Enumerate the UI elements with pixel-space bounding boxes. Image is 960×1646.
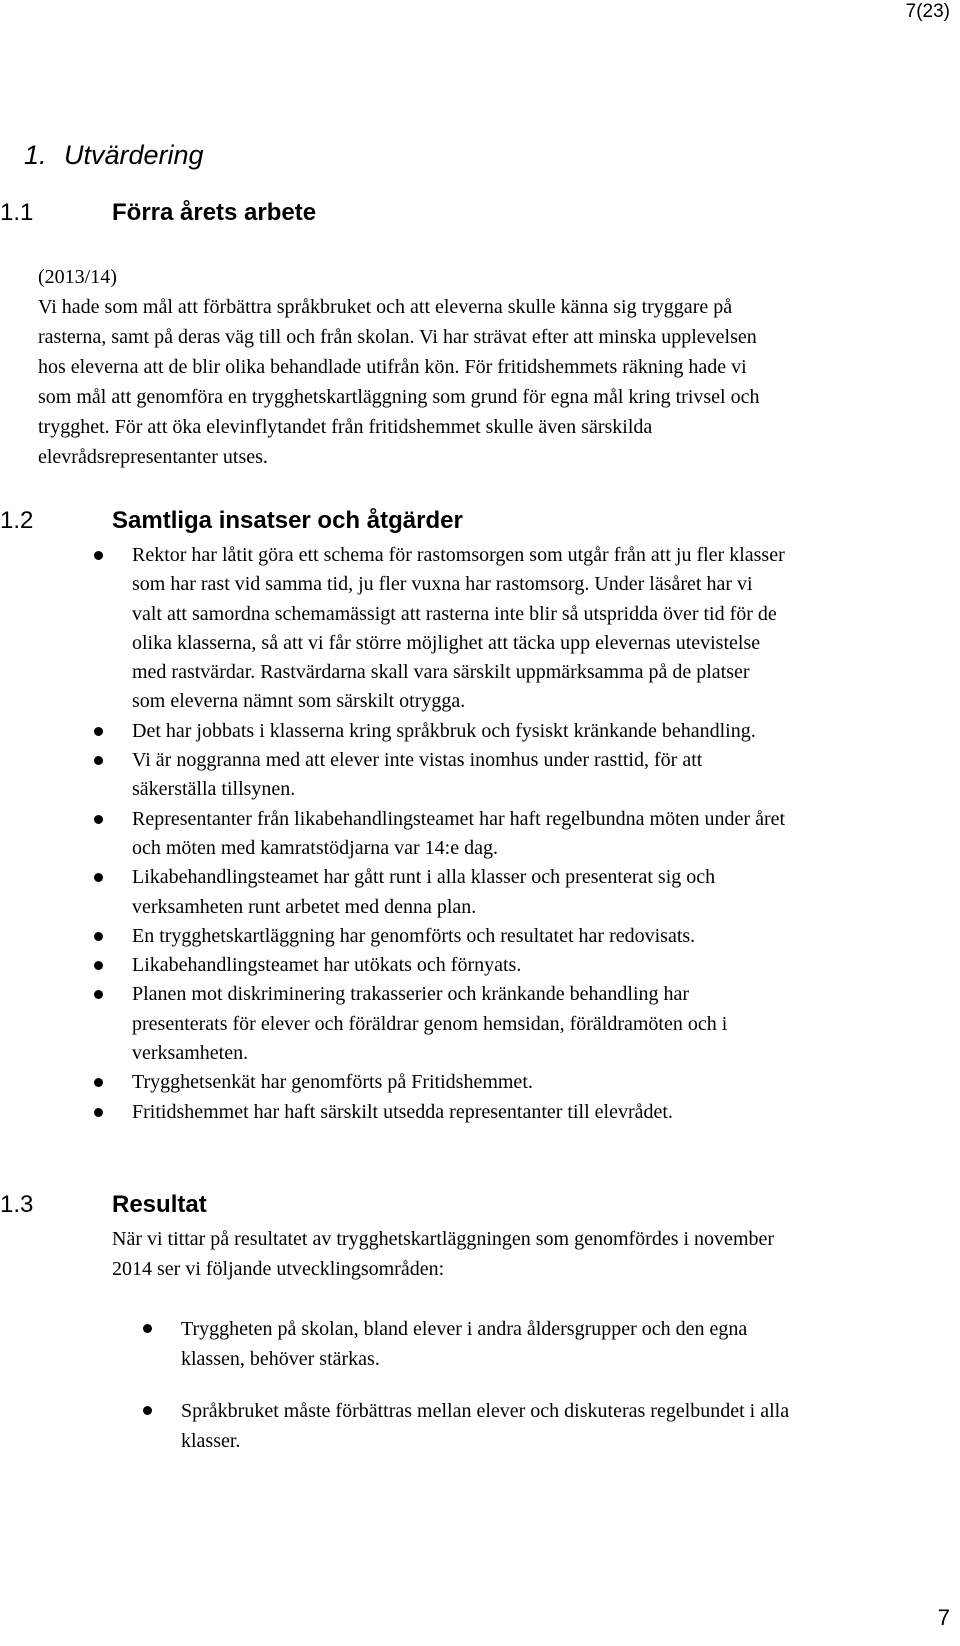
section-title: Resultat [112,1191,207,1218]
text-line: olika klasserna, så att vi får större möjlighet att täcka upp elevernas utevistelse [132,631,761,654]
bullet-icon [94,815,103,824]
bullet-icon [94,727,103,736]
section-heading-1-2 [0,506,463,536]
text-line: Representanter från likabehandlingsteamet har haft regelbundna möten under året [132,807,786,830]
text-line: En trygghetskartläggning har genomförts och resultatet har redovisats. [132,924,696,947]
text-line: verksamheten. [132,1042,249,1065]
text-line: 2014 ser vi följande utvecklingsområden: [112,1258,445,1280]
text-line: Det har jobbats i klasserna kring språkbruk och fysiskt kränkande behandling. [132,719,756,742]
list-item [94,541,944,717]
page-number: 7 [937,1605,950,1630]
list-item [94,805,944,864]
section-heading-1 [24,138,204,172]
text-line: klasser. [181,1430,241,1452]
bullet-icon [143,1406,152,1415]
section-heading-1-1 [0,198,316,228]
text-line: trygghet. För att öka elevinflytandet från fritidshemmet skulle även särskilda [38,416,653,438]
text-line: När vi tittar på resultatet av trygghetskartläggningen som genomfördes i november [112,1228,775,1250]
list-item [94,951,944,980]
list-item [94,717,944,746]
paragraph-text [38,292,760,472]
section-number: 1.2 [0,507,34,534]
text-line: som har rast vid samma tid, ju fler vuxna har rastomsorg. Under läsåret har vi [132,573,753,596]
list-item [94,1068,944,1097]
section-heading-1-3 [0,1190,207,1220]
text-line: Vi är noggranna med att elever inte vistas inomhus under rasttid, för att [132,749,703,772]
bullet-icon [143,1324,152,1333]
results-intro [112,1224,774,1284]
bullet-icon [94,961,103,970]
text-line: som mål att genomföra en trygghetskartläggning som grund för egna mål kring trivsel och [38,386,760,408]
text-line: presenterats för elever och föräldrar genom hemsidan, föräldramöten och i [132,1012,728,1035]
section-title: Förra årets arbete [112,199,317,226]
section-number: 1.3 [0,1191,34,1218]
text-line: Planen mot diskriminering trakasserier och kränkande behandling har [132,983,690,1006]
text-line: Fritidshemmet har haft särskilt utsedda representanter till elevrådet. [132,1100,673,1123]
text-line: valt att samordna schemamässigt att rasterna inte blir så utspridda över tid för de [132,602,777,625]
text-line: Tryggheten på skolan, bland elever i andra åldersgrupper och den egna [181,1318,748,1340]
list-item [94,863,944,922]
bullet-icon [94,551,103,560]
list-item [94,1098,944,1127]
results-list [143,1314,943,1478]
section-title: Samtliga insatser och åtgärder [112,507,463,534]
list-item [143,1396,943,1456]
text-line: rasterna, samt på deras väg till och från skolan. Vi har strävat efter att minska upplevelsen [38,326,757,348]
text-line: och möten med kamratstödjarna var 14:e dag. [132,836,498,859]
section-number: 1.1 [0,199,34,226]
list-item [94,980,944,1068]
year-label: (2013/14) [38,266,117,288]
previous-year-paragraph [38,262,760,472]
text-line: verksamheten runt arbetet med denna plan. [132,895,477,918]
bullet-icon [94,873,103,882]
text-line: klassen, behöver stärkas. [181,1348,380,1370]
text-line: Likabehandlingsteamet har gått runt i alla klasser och presenterat sig och [132,866,716,889]
section-number: 1. [24,140,47,170]
list-item [94,746,944,805]
text-line: elevrådsrepresentanter utses. [38,446,268,468]
bullet-icon [94,932,103,941]
text-line: hos eleverna att de blir olika behandlade utifrån kön. För fritidshemmets räkning hade vi [38,356,747,378]
list-item [143,1314,943,1374]
section-title: Utvärdering [64,140,204,170]
list-item [94,922,944,951]
bullet-icon [94,990,103,999]
text-line: Likabehandlingsteamet har utökats och förnyats. [132,954,522,977]
text-line: Vi hade som mål att förbättra språkbruket och att eleverna skulle känna sig tryggare på [38,296,733,318]
bullet-icon [94,756,103,765]
text-line: Språkbruket måste förbättras mellan elever och diskuteras regelbundet i alla [181,1400,790,1422]
text-line: med rastvärdar. Rastvärdarna skall vara särskilt uppmärksamma på de platser [132,661,750,684]
bullet-icon [94,1078,103,1087]
text-line: som eleverna nämnt som särskilt otrygga. [132,690,466,713]
measures-list [94,541,944,1127]
text-line: Rektor har låtit göra ett schema för rastomsorgen som utgår från att ju fler klasser [132,544,785,566]
page-reference: 7(23) [905,1,950,22]
bullet-icon [94,1108,103,1117]
text-line: Trygghetsenkät har genomförts på Fritidshemmet. [132,1071,533,1094]
text-line: säkerställa tillsynen. [132,778,296,801]
